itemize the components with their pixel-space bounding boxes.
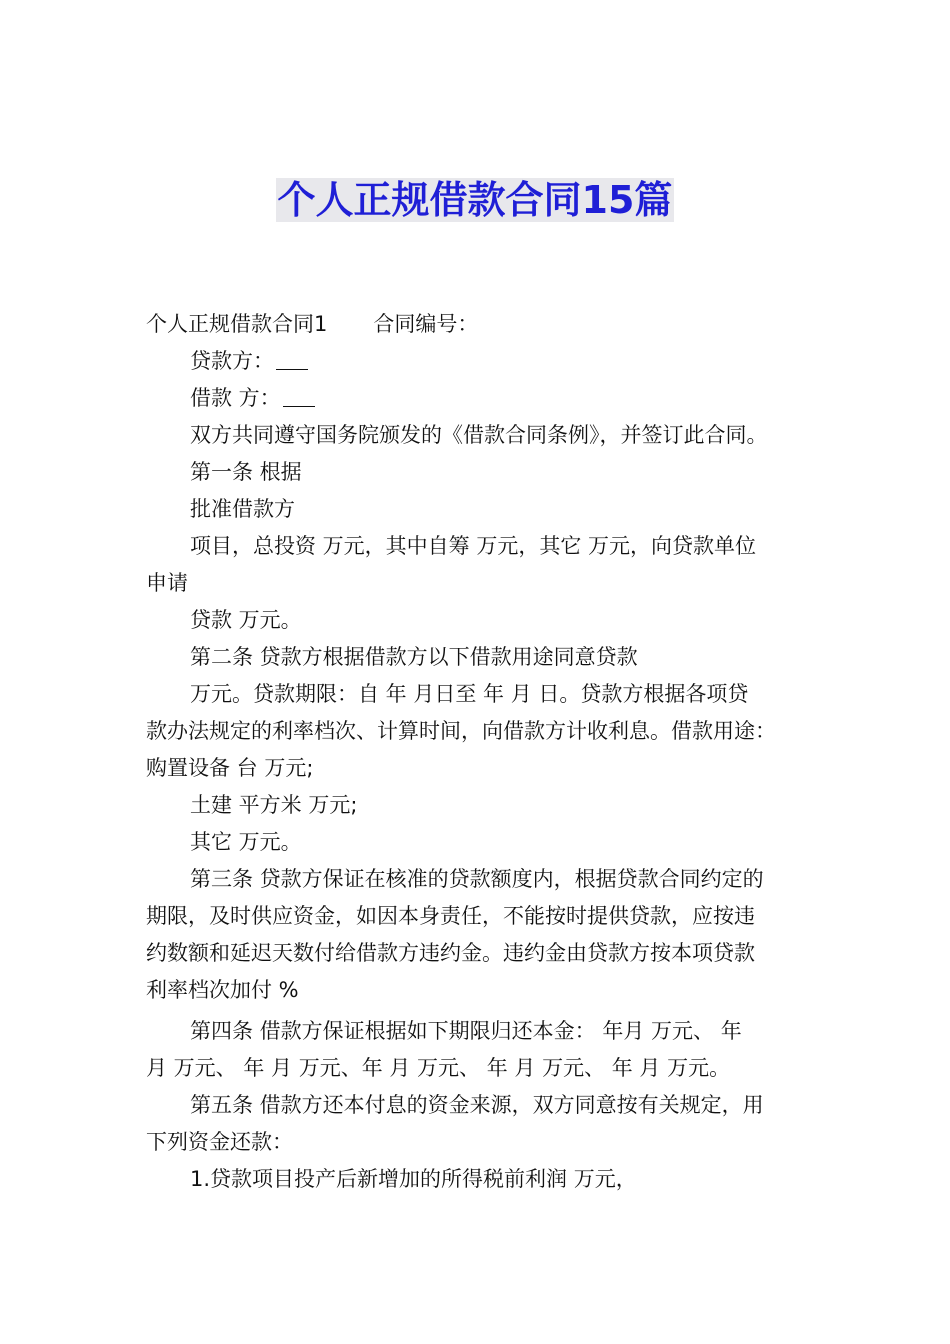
lender-line bbox=[146, 343, 812, 380]
paragraph-line: 贷款 万元。 bbox=[190, 608, 302, 632]
paragraph-line: 购置设备 台 万元; bbox=[146, 756, 314, 780]
contract-header-title: 个人正规借款合同1 bbox=[146, 312, 328, 336]
paragraph-line: 第五条 借款方还本付息的资金来源，双方同意按有关规定，用 bbox=[190, 1093, 764, 1117]
lender-label: 贷款方： bbox=[190, 349, 274, 373]
borrower-blank bbox=[283, 388, 315, 407]
lender-blank bbox=[276, 351, 308, 370]
borrower-label: 借款 方： bbox=[190, 386, 281, 410]
paragraph-line: 第一条 根据 bbox=[190, 460, 302, 484]
contract-header-line bbox=[146, 306, 812, 343]
borrower-line bbox=[146, 380, 812, 417]
paragraph-line: 批准借款方 bbox=[190, 497, 295, 521]
paragraph-line: 第三条 贷款方保证在核准的贷款额度内，根据贷款合同约定的 bbox=[190, 867, 764, 891]
paragraph-line: 利率档次加付 % bbox=[146, 978, 299, 1002]
paragraph-line: 其它 万元。 bbox=[190, 830, 302, 854]
paragraph-line: 第四条 借款方保证根据如下期限归还本金： 年月 万元、 年 bbox=[190, 1019, 742, 1043]
paragraph-line: 款办法规定的利率档次、计算时间，向借款方计收利息。借款用途： bbox=[146, 719, 776, 743]
paragraph-line: 月 万元、 年 月 万元、年 月 万元、 年 月 万元、 年 月 万元。 bbox=[146, 1056, 731, 1080]
paragraph-line: 申请 bbox=[146, 571, 188, 595]
contract-number-label: 合同编号： bbox=[373, 312, 479, 336]
paragraph-line: 第二条 贷款方根据借款方以下借款用途同意贷款 bbox=[190, 645, 638, 669]
paragraph-line: 1.贷款项目投产后新增加的所得税前利润 万元， bbox=[190, 1167, 637, 1191]
paragraph-line: 约数额和延迟天数付给借款方违约金。违约金由贷款方按本项贷款 bbox=[146, 941, 755, 965]
paragraph-line: 万元。贷款期限：自 年 月日至 年 月 日。贷款方根据各项贷 bbox=[190, 682, 749, 706]
document-title: 个人正规借款合同15篇 bbox=[277, 178, 673, 222]
paragraph-line: 期限，及时供应资金，如因本身责任，不能按时提供贷款，应按违 bbox=[146, 904, 755, 928]
title-container bbox=[0, 178, 950, 222]
paragraph-line: 双方共同遵守国务院颁发的《借款合同条例》，并签订此合同。 bbox=[190, 423, 768, 447]
paragraph-line: 项目，总投资 万元，其中自筹 万元，其它 万元，向贷款单位 bbox=[190, 534, 757, 558]
document-body bbox=[146, 306, 812, 1198]
paragraph-line: 下列资金还款： bbox=[146, 1130, 293, 1154]
paragraph-line: 土建 平方米 万元; bbox=[190, 793, 358, 817]
